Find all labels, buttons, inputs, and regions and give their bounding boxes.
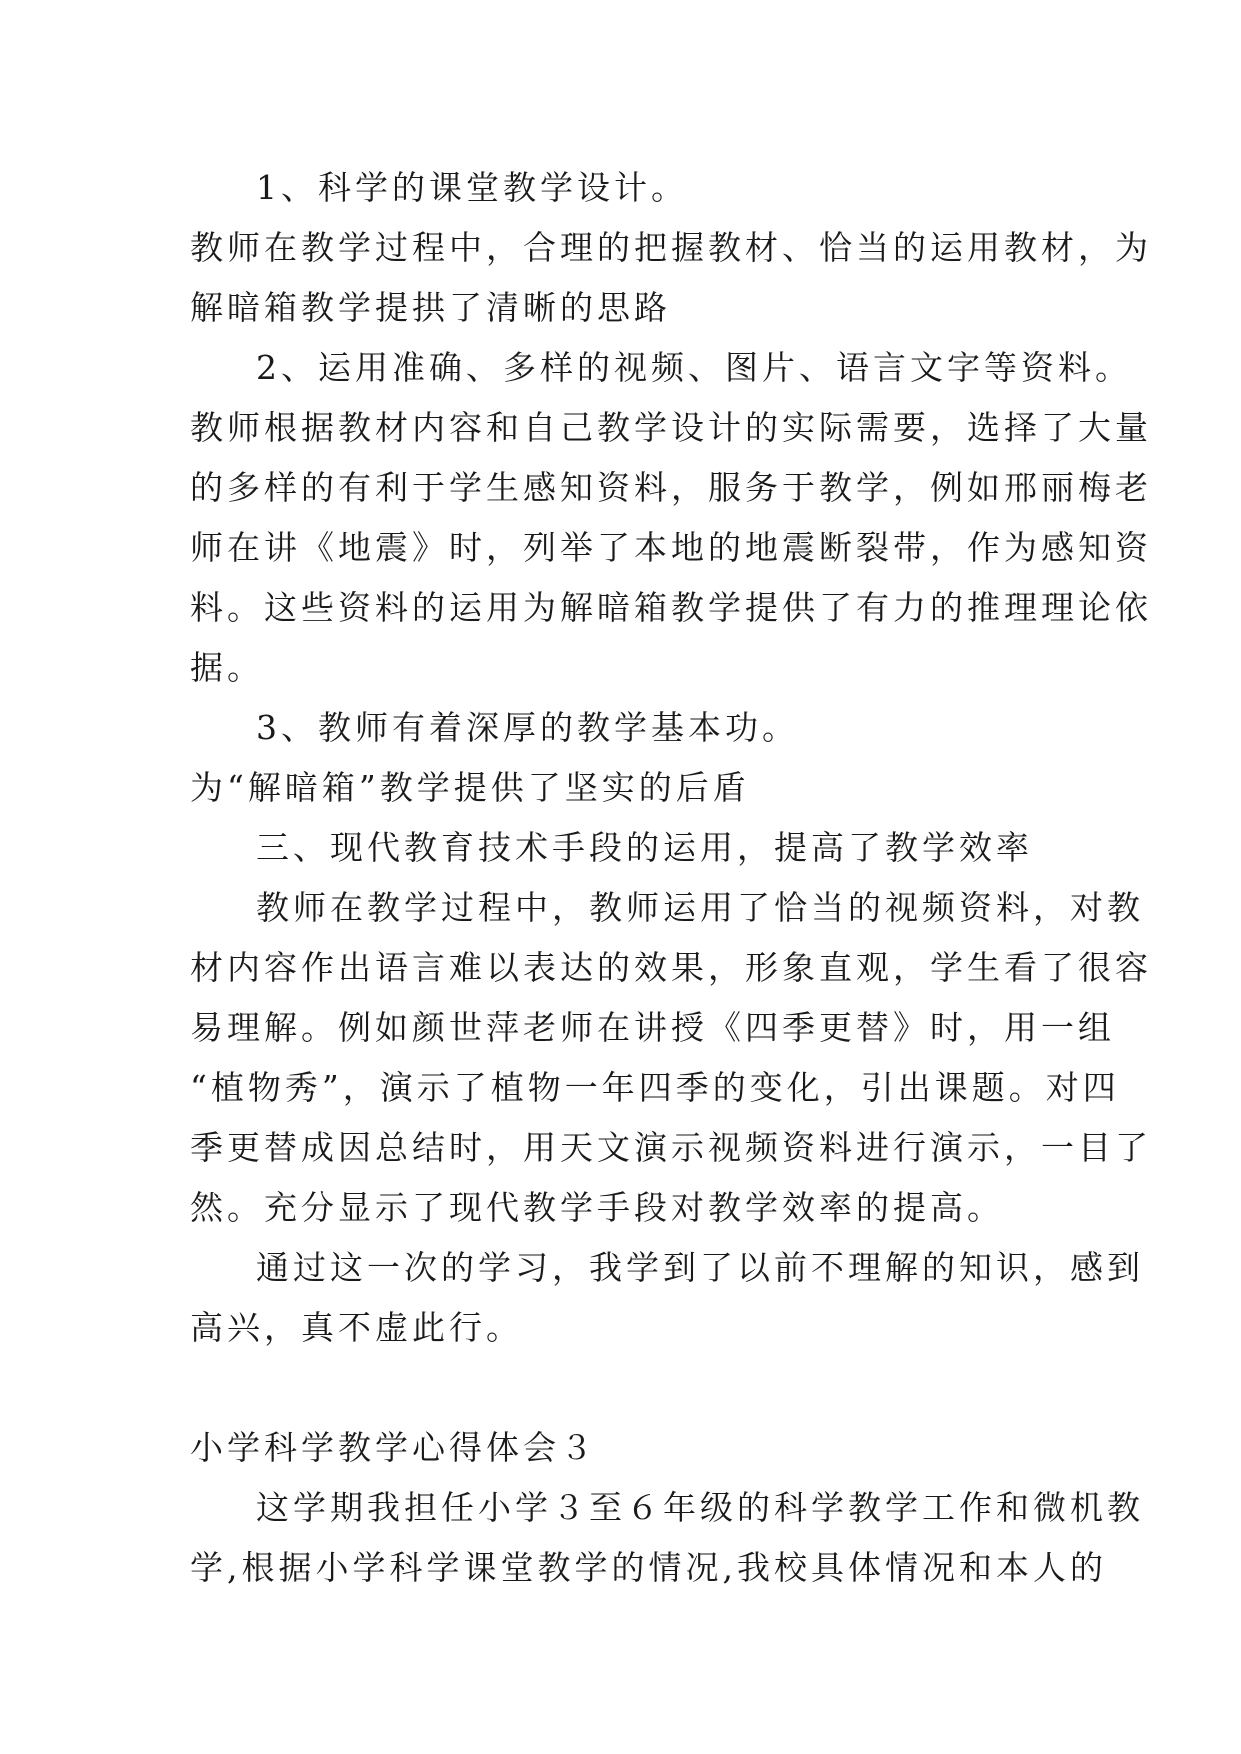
text-line: 1、科学的课堂教学设计。	[256, 168, 688, 207]
text-line: “植物秀”，演示了植物一年四季的变化，引出课题。对四	[190, 1068, 1120, 1107]
text-line: 师在讲《地震》时，列举了本地的地震断裂带，作为感知资	[190, 528, 1152, 567]
text-line: 这学期我担任小学３至６年级的科学教学工作和微机教	[256, 1488, 1144, 1527]
text-line: 季更替成因总结时，用天文演示视频资料进行演示，一目了	[190, 1128, 1152, 1167]
text-line: 高兴，真不虚此行。	[190, 1308, 523, 1347]
text-line: 教师在教学过程中，教师运用了恰当的视频资料，对教	[256, 888, 1144, 927]
text-line: 据。	[190, 648, 264, 687]
text-line: 2、运用准确、多样的视频、图片、语言文字等资料。	[256, 348, 1132, 387]
text-line: 然。充分显示了现代教学手段对教学效率的提高。	[190, 1188, 1004, 1227]
text-line: 解暗箱教学提拱了清晰的思路	[190, 288, 671, 327]
text-line: 3、教师有着深厚的教学基本功。	[256, 708, 799, 747]
text-line: 教师在教学过程中，合理的把握教材、恰当的运用教材，为	[190, 228, 1152, 267]
text-line: 为“解暗箱”教学提供了坚实的后盾	[190, 768, 750, 807]
section-title: 小学科学教学心得体会３	[190, 1428, 597, 1467]
text-line: 通过这一次的学习，我学到了以前不理解的知识，感到	[256, 1248, 1144, 1287]
text-line: 易理解。例如颜世萍老师在讲授《四季更替》时，用一组	[190, 1008, 1115, 1047]
text-line: 材内容作出语言难以表达的效果，形象直观，学生看了很容	[190, 948, 1152, 987]
text-line: 料。这些资料的运用为解暗箱教学提供了有力的推理理论依	[190, 588, 1152, 627]
text-line: 的多样的有利于学生感知资料，服务于教学，例如邢丽梅老	[190, 468, 1152, 507]
text-line: 学,根据小学科学课堂教学的情况,我校具体情况和本人的	[190, 1548, 1107, 1587]
text-line: 教师根据教材内容和自己教学设计的实际需要，选择了大量	[190, 408, 1152, 447]
section-heading: 三、现代教育技术手段的运用，提高了教学效率	[256, 828, 1033, 867]
